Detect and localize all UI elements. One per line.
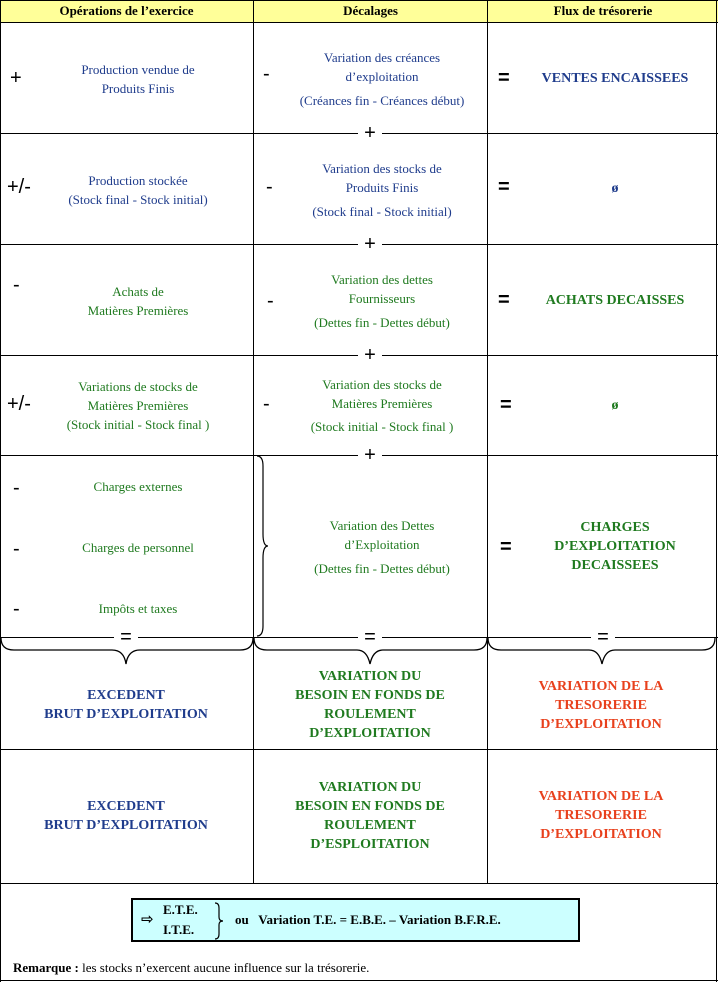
formula-brace-icon <box>213 902 225 940</box>
remark-text: les stocks n’exercent aucune influence sur la trésorerie. <box>78 960 370 975</box>
row2-eq: = <box>498 176 510 198</box>
remark-label: Remarque : <box>13 960 79 975</box>
row3-op-line2: Matières Premières <box>87 303 189 318</box>
row1-op-line1: Production vendue de <box>81 62 195 77</box>
formula-box <box>131 898 580 942</box>
formula-ete: E.T.E. <box>163 902 198 917</box>
row2-op-line2: (Stock final - Stock initial) <box>68 192 208 207</box>
result1-ebe-line2: BRUT D’EXPLOITATION <box>44 707 208 722</box>
result1-bfr-line3: ROULEMENT <box>324 707 416 722</box>
row1-flux: VENTES ENCAISSEES <box>541 71 689 86</box>
result2-ebe-line1: EXCEDENT <box>87 799 165 814</box>
charges-dec-formula: (Dettes fin - Dettes début) <box>314 561 450 576</box>
row-plus-2: + <box>358 233 382 255</box>
charges-flux-line1: CHARGES <box>580 520 650 535</box>
row4-dec-line2: Matières Premières <box>331 396 433 411</box>
result2-bfr-line3: ROULEMENT <box>324 818 416 833</box>
right-border <box>716 0 717 982</box>
charges-flux-line3: DECAISSEES <box>571 558 659 573</box>
result2-bfr-line2: BESOIN EN FONDS DE <box>295 799 445 814</box>
result1-bfr-line1: VARIATION DU <box>318 669 422 684</box>
row3-dec-formula: (Dettes fin - Dettes début) <box>314 315 450 330</box>
row3-op-line1: Achats de <box>112 284 164 299</box>
result2-ebe-line2: BRUT D’EXPLOITATION <box>44 818 208 833</box>
sum-eq-2: = <box>358 626 382 648</box>
result1-bfr-line4: D’EXPLOITATION <box>309 726 431 741</box>
row4-op-sign: +/- <box>7 393 31 415</box>
charges-brace-icon <box>254 454 270 638</box>
result1-tres-line1: VARIATION DE LA <box>538 679 664 694</box>
result2-bfr-line4: D’ESPLOITATION <box>310 837 430 852</box>
row-plus-1: + <box>358 122 382 144</box>
charges-sign-3: - <box>13 598 20 620</box>
row2-dec-sign: - <box>266 176 273 198</box>
row-sep-6 <box>0 749 718 750</box>
charges-eq: = <box>500 536 512 558</box>
header-operations: Opérations de l’exercice <box>0 0 253 23</box>
result1-ebe-line1: EXCEDENT <box>87 688 165 703</box>
charges-sign-2: - <box>13 538 20 560</box>
result2-bfr-line1: VARIATION DU <box>318 780 422 795</box>
row1-op-line2: Produits Finis <box>101 81 175 96</box>
result1-tres-line3: D’EXPLOITATION <box>540 717 662 732</box>
row4-flux: ø <box>611 398 619 413</box>
row2-dec-line1: Variation des stocks de <box>322 161 442 176</box>
result1-bfr-line2: BESOIN EN FONDS DE <box>295 688 445 703</box>
row4-eq: = <box>500 394 512 416</box>
row1-dec-line2: d’exploitation <box>345 69 419 84</box>
row4-dec-sign: - <box>263 393 270 415</box>
row1-op-sign: + <box>10 67 22 89</box>
result2-tres-line2: TRESORERIE <box>555 808 647 823</box>
row3-dec-line1: Variation des dettes <box>331 272 433 287</box>
row1-dec-line1: Variation des créances <box>323 50 441 65</box>
top-border <box>0 0 718 1</box>
header-decalages: Décalages <box>254 0 487 23</box>
result2-tres-line3: D’EXPLOITATION <box>540 827 662 842</box>
row2-dec-formula: (Stock final - Stock initial) <box>312 204 452 219</box>
row2-flux: ø <box>611 181 619 196</box>
remark <box>13 960 369 976</box>
charges-dec-line1: Variation des Dettes <box>329 518 435 533</box>
row-sep-7 <box>0 883 718 884</box>
row3-dec-line2: Fournisseurs <box>348 291 416 306</box>
header-flux: Flux de trésorerie <box>488 0 718 23</box>
result2-tres-line1: VARIATION DE LA <box>538 789 664 804</box>
row-plus-3: + <box>358 344 382 366</box>
row1-dec-formula: (Créances fin - Créances début) <box>299 93 465 108</box>
charges-item-3: Impôts et taxes <box>98 601 178 616</box>
row-plus-4: + <box>358 444 382 466</box>
row1-dec-sign: - <box>263 63 270 85</box>
row2-op-sign: +/- <box>7 176 31 198</box>
row4-op-line1: Variations de stocks de <box>78 379 198 394</box>
left-border <box>0 0 1 982</box>
row4-op-line2: Matières Premières <box>87 398 189 413</box>
sum-eq-1: = <box>114 626 138 648</box>
row3-op-sign: - <box>13 274 20 296</box>
row4-dec-formula: (Stock initial - Stock final ) <box>310 419 454 434</box>
formula-ite: I.T.E. <box>163 922 195 937</box>
bottom-border <box>0 980 718 981</box>
charges-item-1: Charges externes <box>93 479 183 494</box>
charges-item-2: Charges de personnel <box>82 540 194 555</box>
row4-op-line3: (Stock initial - Stock final ) <box>66 417 210 432</box>
row3-flux: ACHATS DECAISSES <box>545 293 685 308</box>
charges-dec-line2: d’Exploitation <box>344 537 420 552</box>
charges-sign-1: - <box>13 477 20 499</box>
row2-dec-line2: Produits Finis <box>345 180 419 195</box>
charges-flux-line2: D’EXPLOITATION <box>554 539 676 554</box>
row1-eq: = <box>498 67 510 89</box>
row2-op-line1: Production stockée <box>88 173 188 188</box>
arrow-right-icon: ⇨ <box>141 910 154 928</box>
row3-dec-sign: - <box>267 290 274 312</box>
row3-eq: = <box>498 289 510 311</box>
formula-text: ou Variation T.E. = E.B.E. – Variation B.F.R.E. <box>235 912 501 927</box>
result1-tres-line2: TRESORERIE <box>555 698 647 713</box>
row4-dec-line1: Variation des stocks de <box>322 377 442 392</box>
sum-eq-3: = <box>591 626 615 648</box>
